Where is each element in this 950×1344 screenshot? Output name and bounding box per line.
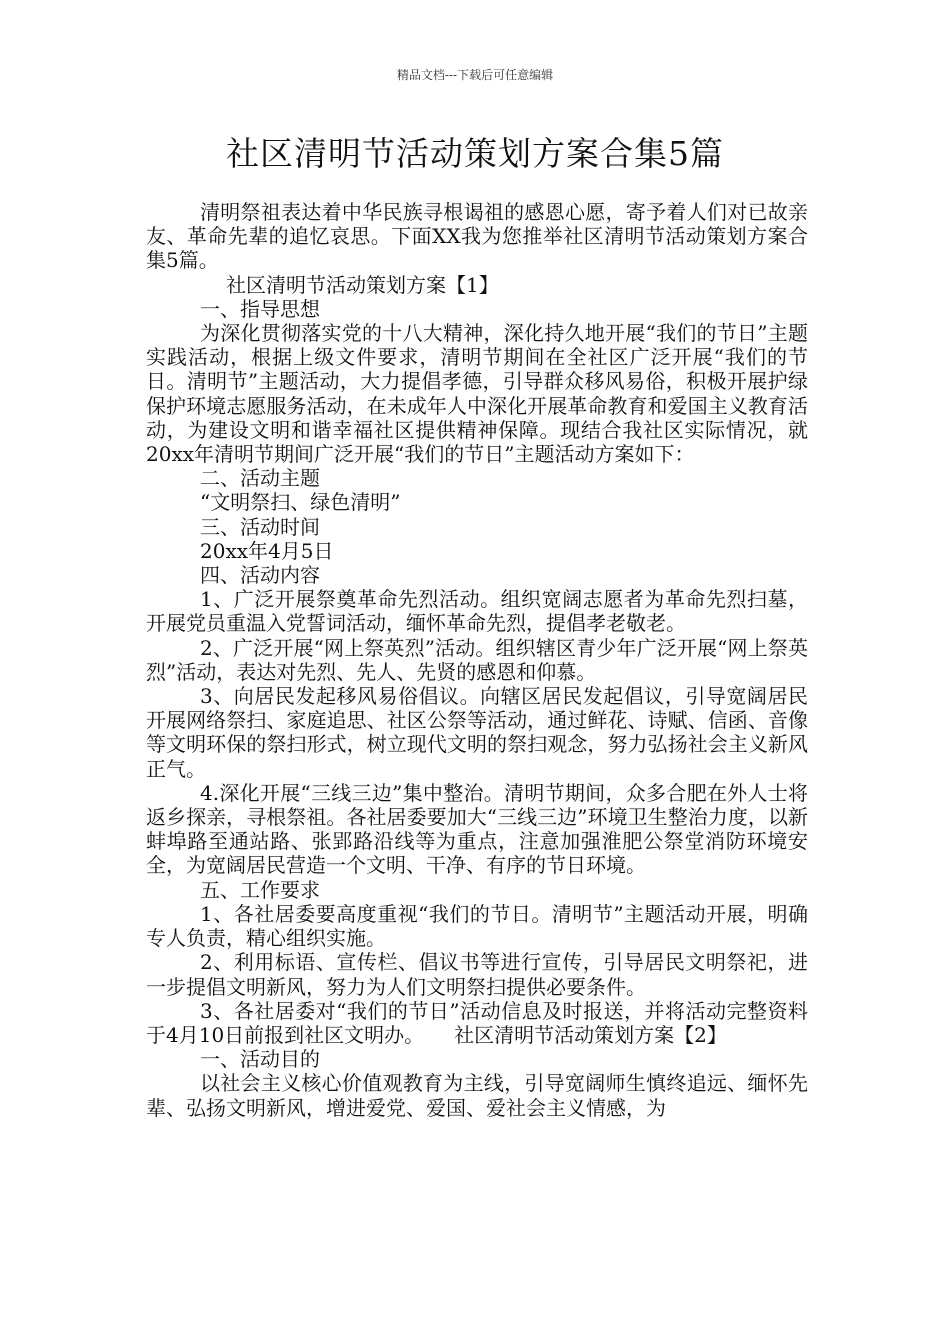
paragraph-activity-purpose: 以社会主义核心价值观教育为主线，引导宽阔师生慎终追远、缅怀先辈、弘扬文明新风，增进爱党、爱国、爱社会主义情感，为 — [146, 1071, 808, 1120]
heading-activity-content: 四、活动内容 — [200, 563, 320, 588]
content-item-3: 3、向居民发起移风易俗倡议。向辖区居民发起倡议，引导宽阔居民开展网络祭扫、家庭追思、社区公祭等活动，通过鲜花、诗赋、信函、音像等文明环保的祭扫形式，树立现代文明的祭扫观念，努力弘扬社会主义新风正气。 — [146, 684, 808, 781]
section-title-plan-1: 社区清明节活动策划方案【1】 — [226, 272, 499, 297]
heading-activity-theme: 二、活动主题 — [200, 466, 320, 491]
requirement-item-3: 3、各社居委对“我们的节日”活动信息及时报送，并将活动完整资料于4月10日前报到社区文明办。 社区清明节活动策划方案【2】 — [146, 998, 808, 1047]
requirement-item-1: 1、各社居委要高度重视“我们的节日。清明节”主题活动开展，明确专人负责，精心组织实施。 — [146, 901, 808, 951]
paragraph-activity-theme: “文明祭扫、绿色清明” — [200, 490, 401, 515]
paragraph-activity-time: 20xx年4月5日 — [200, 538, 334, 563]
header-note: 精品文档---下载后可任意编辑 — [396, 68, 554, 82]
heading-activity-purpose: 一、活动目的 — [200, 1047, 320, 1072]
content-item-1: 1、广泛开展祭奠革命先烈活动。组织宽阔志愿者为革命先烈扫墓，开展党员重温入党誓词活动，缅怀革命先烈，提倡孝老敬老。 — [146, 587, 808, 636]
heading-activity-time: 三、活动时间 — [200, 514, 320, 539]
paragraph-guiding-ideology: 为深化贯彻落实党的十八大精神，深化持久地开展“我们的节日”主题实践活动，根据上级文件要求，清明节期间在全社区广泛开展“我们的节日。清明节”主题活动，大力提倡孝德，引导群众移风易俗，积极开展护绿保护环境志愿服务活动，在未成年人中深化开展革命教育和爱国主义教育活动，为建设文明和谐幸福社区提供精神保障。现结合我社区实际情况，就20xx年清明节期间广泛开展“我们的节日”主题活动方案如下： — [146, 321, 808, 467]
document-title: 社区清明节活动策划方案合集5篇 — [226, 134, 724, 173]
requirement-item-2: 2、利用标语、宣传栏、倡议书等进行宣传，引导居民文明祭祀，进一步提倡文明新风，努力为人们文明祭扫提供必要条件。 — [146, 950, 808, 999]
heading-work-requirements: 五、工作要求 — [200, 877, 320, 902]
heading-guiding-ideology: 一、指导思想 — [200, 296, 320, 321]
content-item-4: 4.深化开展“三线三边”集中整治。清明节期间，众多合肥在外人士将返乡探亲，寻根祭祖。各社居委要加大“三线三边”环境卫生整治力度，以新蚌埠路至通站路、张郢路沿线等为重点，注意加强淮肥公祭堂消防环境安全，为宽阔居民营造一个文明、干净、有序的节日环境。 — [146, 780, 808, 878]
content-item-2: 2、广泛开展“网上祭英烈”活动。组织辖区青少年广泛开展“网上祭英烈”活动，表达对先烈、先人、先贤的感恩和仰慕。 — [146, 635, 808, 684]
document-body — [146, 200, 808, 1120]
intro-paragraph: 清明祭祖表达着中华民族寻根谒祖的感恩心愿，寄予着人们对已故亲友、革命先辈的追忆哀思。下面XX我为您推举社区清明节活动策划方案合集5篇。 — [146, 200, 808, 273]
